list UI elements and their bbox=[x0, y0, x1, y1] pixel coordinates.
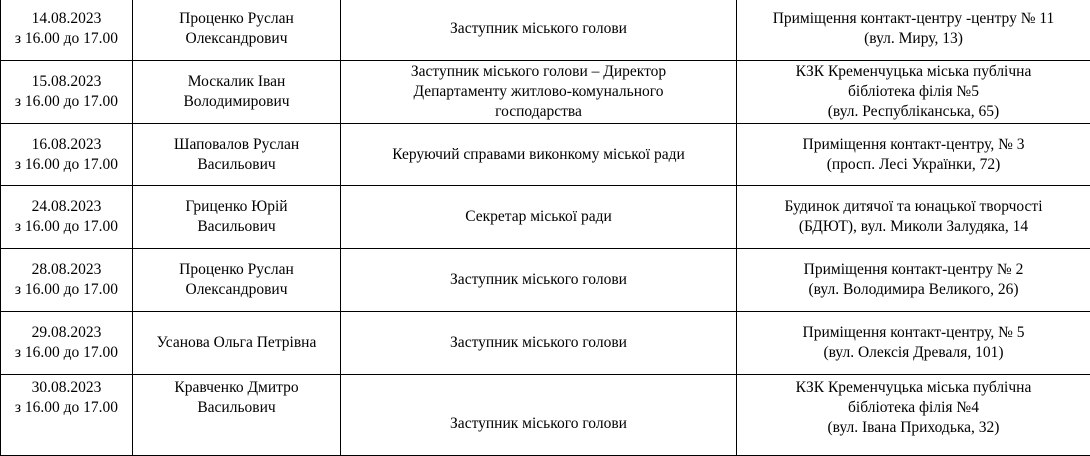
place-line: Приміщення контакт-центру № 2 bbox=[741, 260, 1086, 280]
position-cell bbox=[341, 312, 737, 375]
date-text: 16.08.2023 bbox=[5, 135, 128, 155]
table-row bbox=[1, 249, 1090, 312]
official-name-cell bbox=[133, 0, 341, 61]
name-line: Олександрович bbox=[137, 29, 336, 49]
official-name-cell bbox=[133, 186, 341, 249]
place-line: (просп. Лесі Українки, 72) bbox=[741, 155, 1086, 175]
name-line: Шаповалов Руслан bbox=[137, 135, 336, 155]
position-line: господарства bbox=[345, 102, 732, 122]
name-line: Проценко Руслан bbox=[137, 260, 336, 280]
date-text: 15.08.2023 bbox=[5, 72, 128, 92]
place-cell bbox=[737, 249, 1090, 312]
official-name-cell bbox=[133, 249, 341, 312]
table-row bbox=[1, 0, 1090, 61]
place-line: Приміщення контакт-центру, № 5 bbox=[741, 323, 1086, 343]
name-line: Москалик Іван bbox=[137, 72, 336, 92]
time-text: з 16.00 до 17.00 bbox=[5, 343, 128, 363]
place-cell bbox=[737, 61, 1090, 124]
time-text: з 16.00 до 17.00 bbox=[5, 217, 128, 237]
position-cell bbox=[341, 124, 737, 186]
place-line: КЗК Кременчуцька міська публічна bbox=[741, 378, 1086, 398]
table-row bbox=[1, 375, 1090, 456]
position-line: Заступник міського голови bbox=[345, 414, 732, 434]
name-line: Усанова Ольга Петрівна bbox=[137, 333, 336, 353]
date-time-cell bbox=[1, 312, 133, 375]
position-line: Заступник міського голови bbox=[345, 19, 732, 39]
table-row bbox=[1, 312, 1090, 375]
date-text: 14.08.2023 bbox=[5, 9, 128, 29]
time-text: з 16.00 до 17.00 bbox=[5, 29, 128, 49]
place-line: Приміщення контакт-центру, № 3 bbox=[741, 135, 1086, 155]
position-line: Департаменту житлово-комунального bbox=[345, 82, 732, 102]
place-cell bbox=[737, 0, 1090, 61]
name-line: Васильович bbox=[137, 155, 336, 175]
name-line: Володимирович bbox=[137, 92, 336, 112]
position-line: Заступник міського голови bbox=[345, 270, 732, 290]
date-time-cell bbox=[1, 124, 133, 186]
place-cell bbox=[737, 375, 1090, 456]
official-name-cell bbox=[133, 375, 341, 456]
place-cell bbox=[737, 312, 1090, 375]
position-line: Секретар міської ради bbox=[345, 207, 732, 227]
date-text: 29.08.2023 bbox=[5, 323, 128, 343]
place-line: (вул. Івана Приходька, 32) bbox=[741, 418, 1086, 438]
position-cell bbox=[341, 249, 737, 312]
place-line: (БДЮТ), вул. Миколи Залудяка, 14 bbox=[741, 217, 1086, 237]
date-text: 28.08.2023 bbox=[5, 260, 128, 280]
date-text: 24.08.2023 bbox=[5, 197, 128, 217]
table-row bbox=[1, 186, 1090, 249]
name-line: Проценко Руслан bbox=[137, 9, 336, 29]
time-text: з 16.00 до 17.00 bbox=[5, 398, 128, 418]
place-line: Будинок дитячої та юнацької творчості bbox=[741, 197, 1086, 217]
date-time-cell bbox=[1, 249, 133, 312]
date-time-cell bbox=[1, 375, 133, 456]
position-cell bbox=[341, 0, 737, 61]
date-time-cell bbox=[1, 186, 133, 249]
place-line: Приміщення контакт-центру -центру № 11 bbox=[741, 9, 1086, 29]
official-name-cell bbox=[133, 312, 341, 375]
place-line: (вул. Володимира Великого, 26) bbox=[741, 280, 1086, 300]
name-line: Гриценко Юрій bbox=[137, 197, 336, 217]
time-text: з 16.00 до 17.00 bbox=[5, 280, 128, 300]
position-cell bbox=[341, 61, 737, 124]
name-line: Васильович bbox=[137, 217, 336, 237]
official-name-cell bbox=[133, 124, 341, 186]
position-cell bbox=[341, 375, 737, 456]
place-line: (вул. Миру, 13) bbox=[741, 29, 1086, 49]
date-time-cell bbox=[1, 61, 133, 124]
place-cell bbox=[737, 124, 1090, 186]
place-line: (вул. Республіканська, 65) bbox=[741, 102, 1086, 122]
time-text: з 16.00 до 17.00 bbox=[5, 92, 128, 112]
table-row bbox=[1, 124, 1090, 186]
official-name-cell bbox=[133, 61, 341, 124]
place-line: КЗК Кременчуцька міська публічна bbox=[741, 62, 1086, 82]
date-time-cell bbox=[1, 0, 133, 61]
name-line: Васильович bbox=[137, 398, 336, 418]
time-text: з 16.00 до 17.00 bbox=[5, 155, 128, 175]
position-line: Заступник міського голови – Директор bbox=[345, 62, 732, 82]
place-cell bbox=[737, 186, 1090, 249]
position-cell bbox=[341, 186, 737, 249]
place-line: бібліотека філія №4 bbox=[741, 398, 1086, 418]
place-line: бібліотека філія №5 bbox=[741, 82, 1086, 102]
name-line: Кравченко Дмитро bbox=[137, 378, 336, 398]
date-text: 30.08.2023 bbox=[5, 378, 128, 398]
position-line: Керуючий справами виконкому міської ради bbox=[345, 145, 732, 165]
position-line: Заступник міського голови bbox=[345, 333, 732, 353]
place-line: (вул. Олексія Древаля, 101) bbox=[741, 343, 1086, 363]
name-line: Олександрович bbox=[137, 280, 336, 300]
table-row bbox=[1, 61, 1090, 124]
